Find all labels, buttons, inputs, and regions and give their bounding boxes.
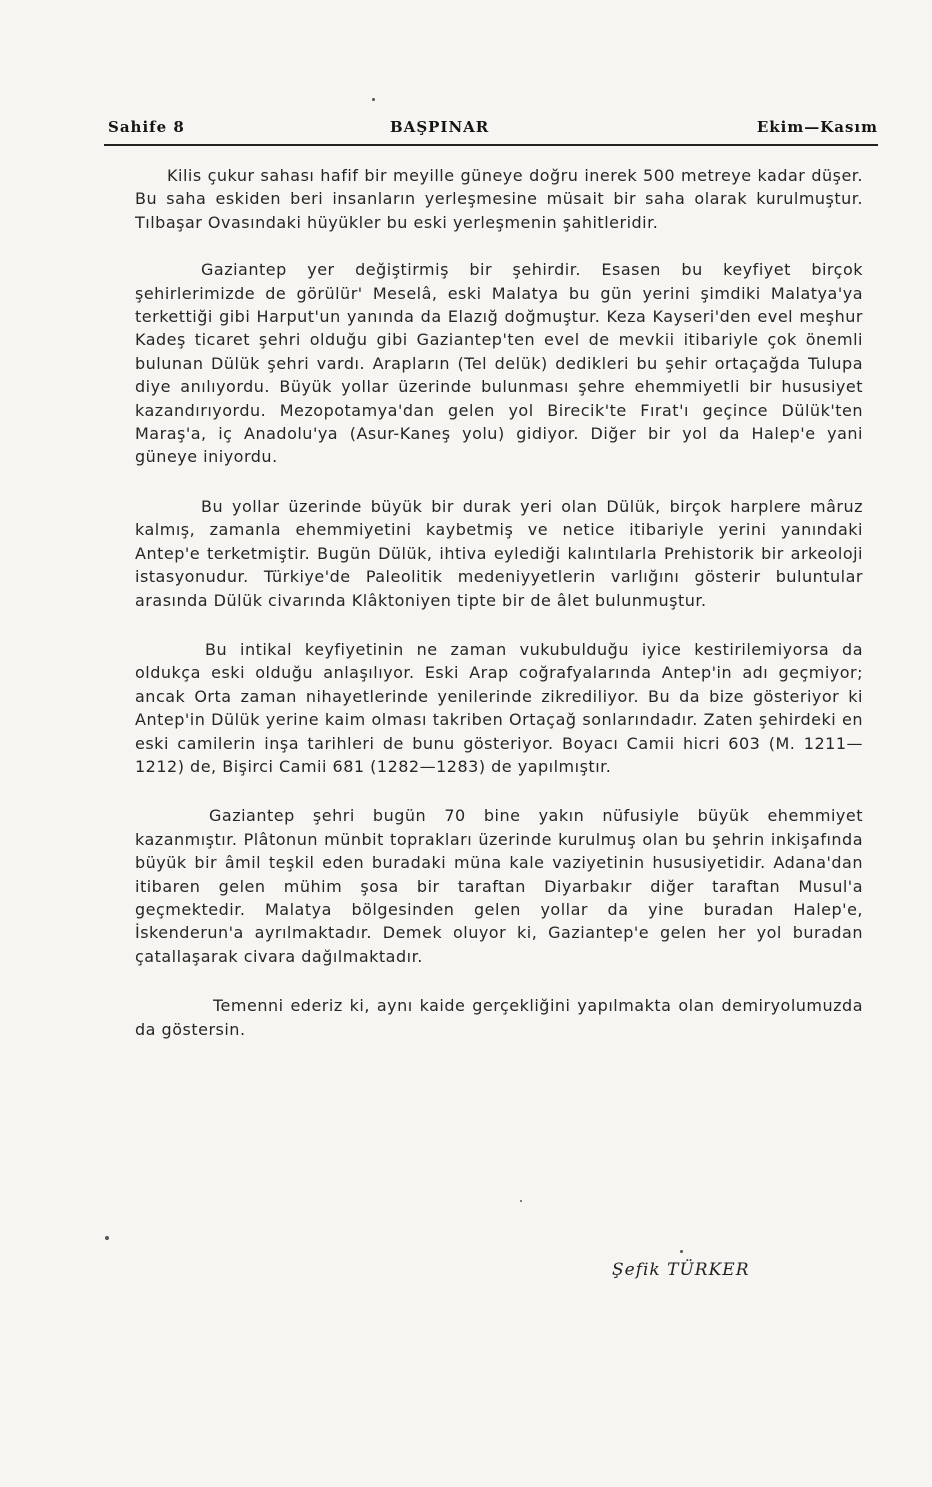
paragraph-5: Gaziantep şehri bugün 70 bine yakın nüfusiyle büyük ehemmiyet kazanmıştır. Plâtonun münbit toprakları üzerinde kurulmuş olan bu şehrin inkişafında büyük bir âmil teşkil eden buradaki müna kale vaziyetinin hususiyetidir. Adana'dan itibaren gelen mühim şosa bir taraftan Diyarbakır diğer taraftan Musul'a geçmektedir. Malatya bölgesinden gelen yollar da yine buradan Halep'e, İskenderun'a ayrılmaktadır. Demek oluyor ki, Gaziantep'e gelen her yol buradan çatallaşarak civara dağılmaktadır. (135, 806, 863, 966)
author-signature: Şefik TÜRKER (612, 1260, 750, 1280)
paragraph-1: Kilis çukur sahası hafif bir meyille güneye doğru inerek 500 metreye kadar düşer. Bu saha eskiden beri insanların yerleşmesine müsait bir saha olarak kurulmuştur. Tılbaşar Ovasındaki hüyükler bu eski yerleşmenin şahitleridir. (135, 166, 863, 232)
paragraph-2: Gaziantep yer değiştirmiş bir şehirdir. Esasen bu keyfiyet birçok şehirlerimizde de görülür' Meselâ, eski Malatya bu gün yerini şimdiki Malatya'ya terkettiği gibi Harput'un yanında da Elazığ doğmuştur. Keza Kayseri'den evel meşhur Kadeş ticaret şehri olduğu gibi Gaziantep'ten evel de mevkii itibariyle çok önemli bulunan Dülük şehri vardı. Arapların (Tel delük) dedikleri bu şehir ortaçağda Tulupa diye anılıyordu. Büyük yollar üzerinde bulunması şehre ehemmiyetli bir hususiyet kazandırıyordu. Mezopotamya'dan gelen yol Birecik'te Fırat'ı geçince Dülük'ten Maraş'a, iç Anadolu'ya (Asur-Kaneş yolu) gidiyor. Diğer bir yol da Halep'e yani güneye iniyordu. (135, 260, 863, 467)
paragraph-3: Bu yollar üzerinde büyük bir durak yeri olan Dülük, birçok harplere mâruz kalmış, zamanla ehemmiyetini kaybetmiş ve netice itibariyle yerini yanındaki Antep'e terketmiştir. Bugün Dülük, ihtiva eylediği kalıntılarla Prehistorik bir arkeoloji istasyonudur. Türkiye'de Paleolitik medeniyyetlerin varlığını gösterir buluntular arasında Dülük civarında Klâktoniyen tipte bir de âlet bulunmuştur. (135, 496, 863, 610)
journal-title: BAŞPINAR (390, 118, 490, 136)
article-body (135, 164, 863, 1061)
print-speck (680, 1250, 683, 1253)
paragraph-6: Temenni ederiz ki, aynı kaide gerçekliğini yapılmakta olan demiryolumuzda da göstersin. (135, 996, 863, 1039)
print-speck (520, 1200, 522, 1202)
page-number: Sahife 8 (108, 118, 185, 136)
issue-date: Ekim—Kasım (756, 118, 878, 136)
print-speck (105, 1236, 109, 1240)
paragraph-4: Bu intikal keyfiyetinin ne zaman vukubulduğu iyice kestirilemiyorsa da oldukça eski olduğu anlaşılıyor. Eski Arap coğrafyalarında Antep'in adı geçmiyor; ancak Orta zaman nihayetlerinde yenilerinde zikrediliyor. Bu da bize gösteriyor ki Antep'in Dülük yerine kaim olması takriben Ortaçağ sonlarındadır. Zaten şehirdeki en eski camilerin inşa tarihleri de bunu gösteriyor. Boyacı Camii hicri 603 (M. 1211—1212) de, Bişirci Camii 681 (1282—1283) de yapılmıştır. (135, 639, 863, 776)
header-rule (104, 144, 878, 146)
print-speck (372, 98, 375, 101)
page-header (108, 116, 878, 142)
